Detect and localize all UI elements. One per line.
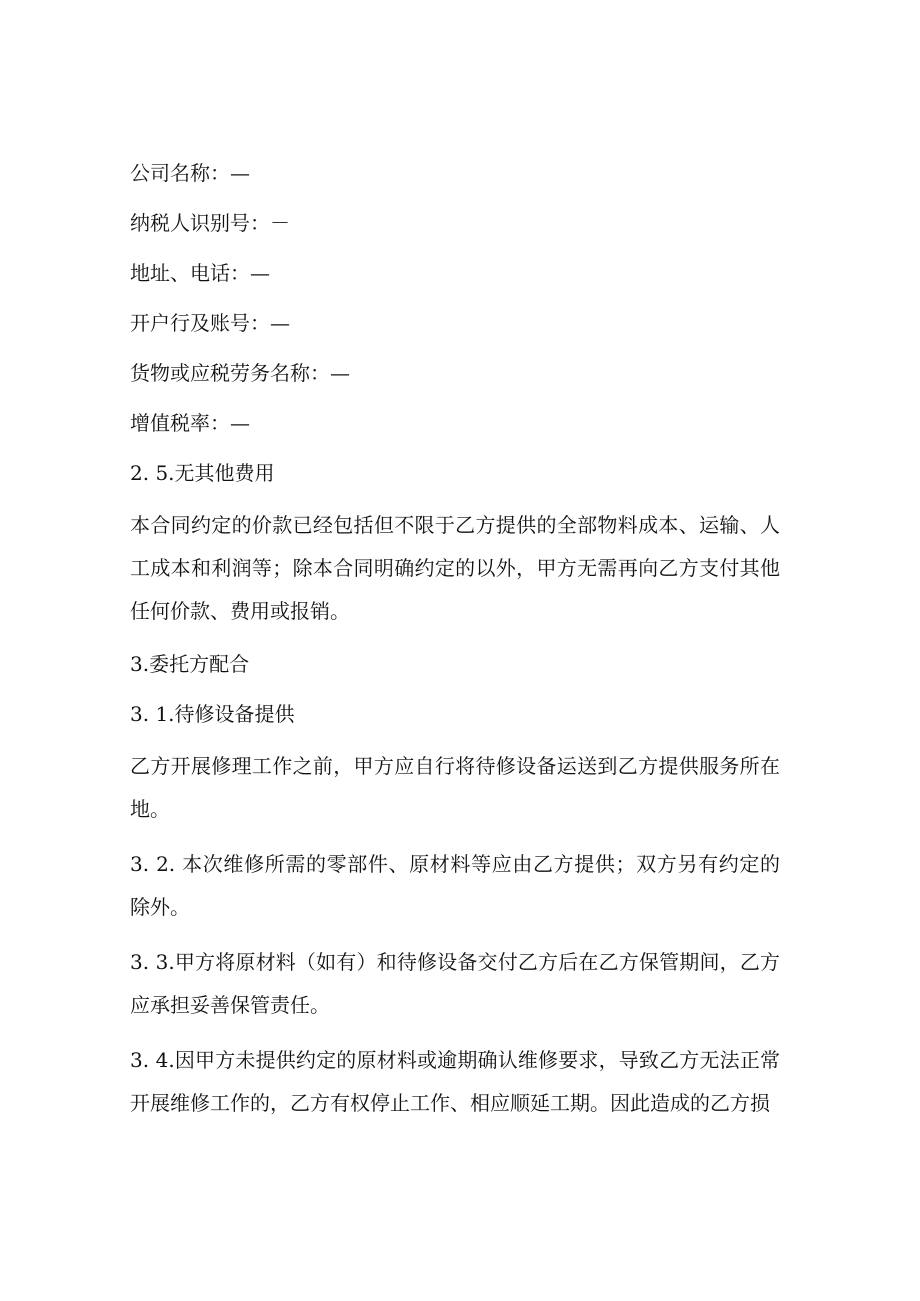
taxpayer-id-field: 纳税人识别号：－ [130, 211, 290, 235]
document-body [130, 154, 780, 1137]
section-3-1-body: 乙方开展修理工作之前，甲方应自行将待修设备运送到乙方提供服务所在地。 [130, 754, 780, 821]
section-3-1-heading: 3. 1.待修设备提供 [130, 702, 295, 726]
section-2-5-body: 本合同约定的价款已经包括但不限于乙方提供的全部物料成本、运输、人工成本和利润等；除本合同明确约定的以外，甲方无需再向乙方支付其他任何价款、费用或报销。 [130, 513, 780, 623]
bank-account-field: 开户行及账号：— [130, 311, 290, 335]
section-3-heading: 3.委托方配合 [130, 652, 250, 676]
goods-service-name-field: 货物或应税劳务名称：— [130, 361, 350, 385]
vat-rate-field: 增值税率：— [130, 411, 250, 435]
company-name-field: 公司名称：— [130, 161, 250, 185]
section-3-4-body: 3. 4.因甲方未提供约定的原材料或逾期确认维修要求，导致乙方无法正常开展维修工作的，乙方有权停止工作、相应顺延工期。因此造成的乙方损 [130, 1048, 780, 1115]
section-3-2-body: 3. 2. 本次维修所需的零部件、原材料等应由乙方提供；双方另有约定的除外。 [130, 852, 780, 919]
section-2-5-heading: 2. 5.无其他费用 [130, 461, 275, 485]
section-3-3-body: 3. 3.甲方将原材料（如有）和待修设备交付乙方后在乙方保管期间，乙方应承担妥善保管责任。 [130, 950, 780, 1017]
address-phone-field: 地址、电话：— [130, 261, 270, 285]
